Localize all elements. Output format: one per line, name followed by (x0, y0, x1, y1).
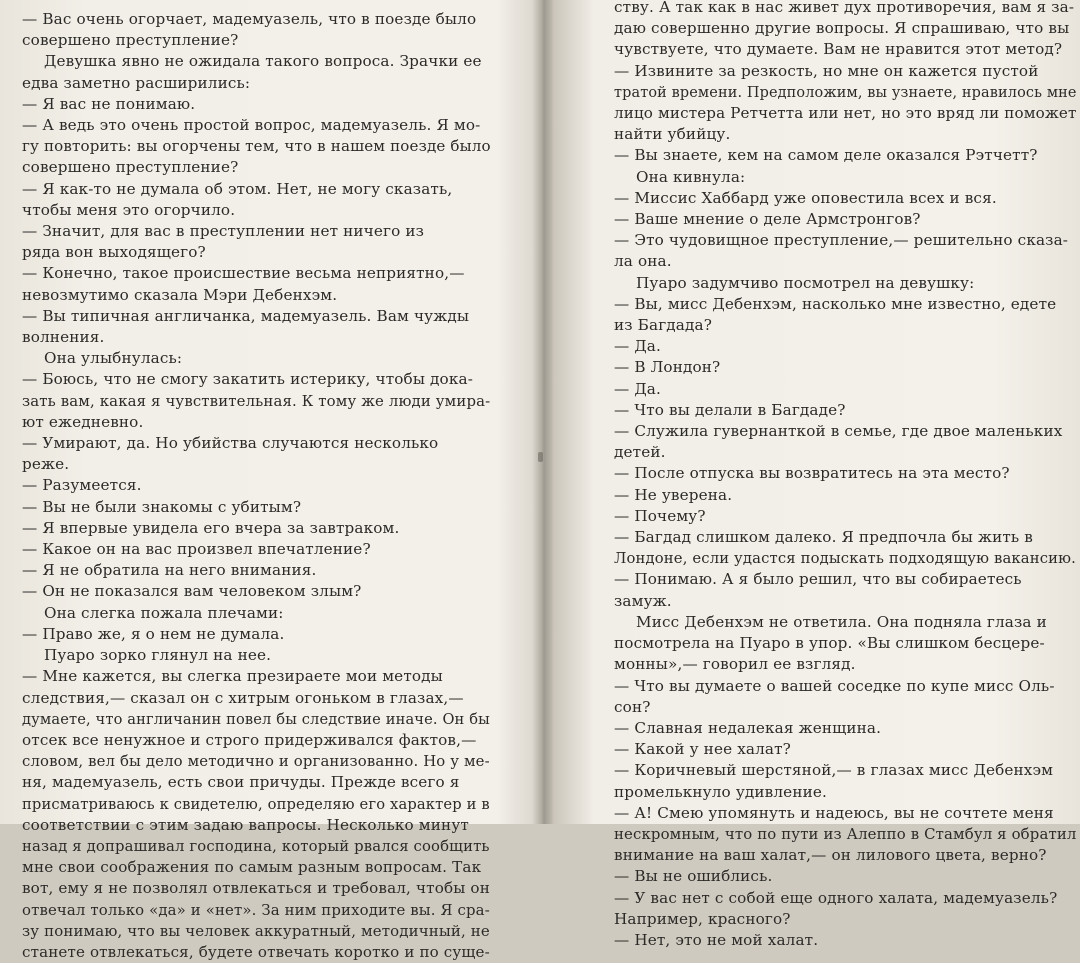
text-line: — А! Смею упомянуть и надеюсь, вы не сочтете меня (614, 803, 1054, 822)
text-line: — Это чудовищное преступление,— решительно сказа- (614, 231, 1069, 250)
text-line: присматриваюсь к свидетелю, определяю его характер и в (22, 794, 490, 813)
text-line: — Какой у нее халат? (614, 740, 791, 759)
text-line: Мисс Дебенхэм не ответила. Она подняла глаза и (636, 612, 1047, 631)
text-line: зать вам, какая я чувствительная. К тому же люди умира- (22, 391, 491, 410)
text-line: — Я впервые увидела его вчера за завтраком. (22, 518, 400, 537)
text-line: следствия,— сказал он с хитрым огоньком в глазах,— (22, 688, 464, 707)
text-line: Она улыбнулась: (44, 349, 183, 368)
text-line: — Умирают, да. Но убийства случаются несколько (22, 434, 439, 453)
text-line: Лондоне, если удастся подыскать подходящую вакансию. (614, 549, 1077, 568)
text-line: — Разумеется. (22, 476, 142, 495)
text-line: — Багдад слишком далеко. Я предпочла бы жить в (614, 528, 1033, 547)
text-line: замуж. (614, 591, 672, 610)
text-line: промелькнуло удивление. (614, 782, 827, 801)
text-line: из Багдада? (614, 316, 713, 335)
text-line: Пуаро задумчиво посмотрел на девушку: (636, 273, 975, 292)
text-line: словом, вел бы дело методично и организованно. Но у ме- (22, 752, 490, 771)
text-line: — Миссис Хаббард уже оповестила всех и вся. (614, 188, 997, 207)
text-line: реже. (22, 455, 70, 474)
text-line: невозмутимо сказала Мэри Дебенхэм. (22, 285, 338, 304)
text-line: Она слегка пожала плечами: (44, 603, 284, 622)
text-line: — Коричневый шерстяной,— в глазах мисс Дебенхэм (614, 761, 1054, 780)
text-line: — После отпуска вы возвратитесь на эта место? (614, 464, 1010, 483)
text-line: даю совершенно другие вопросы. Я спрашиваю, что вы (614, 19, 1070, 38)
text-line: нескромным, что по пути из Алеппо в Стамбул я обратил (614, 824, 1077, 843)
text-line: детей. (614, 443, 666, 462)
text-line: ют ежедневно. (22, 412, 144, 431)
text-line: — Вы типичная англичанка, мадемуазель. Вам чужды (22, 306, 470, 325)
text-line: зу понимаю, что вы человек аккуратный, методичный, не (22, 921, 490, 940)
text-line: думаете, что англичанин повел бы следствие иначе. Он бы (22, 709, 490, 728)
text-line: — Конечно, такое происшествие весьма неприятно,— (22, 264, 465, 283)
text-line: Она кивнула: (636, 167, 746, 186)
text-line: — Извините за резкость, но мне он кажется пустой (614, 61, 1039, 80)
text-line: — Вы знаете, кем на самом деле оказался Рэтчетт? (614, 146, 1038, 165)
text-line: мне свои соображения по самым разным вопросам. Так (22, 858, 482, 877)
text-line: — Служила гувернанткой в семье, где двое маленьких (614, 422, 1063, 441)
right-page (548, 0, 1080, 949)
text-line: — Не уверена. (614, 485, 733, 504)
text-line: ству. А так как в нас живет дух противоречия, вам я за- (614, 0, 1075, 16)
text-line: — Нет, это не мой халат. (614, 930, 819, 949)
text-line: — Вы, мисс Дебенхэм, насколько мне известно, едете (614, 294, 1057, 313)
text-line: станете отвлекаться, будете отвечать коротко и по суще- (22, 942, 490, 961)
text-line: — Ваше мнение о деле Армстронгов? (614, 210, 921, 229)
right-page-text (614, 0, 1076, 951)
text-line: ня, мадемуазель, есть свои причуды. Прежде всего я (22, 773, 460, 792)
paper-speck (538, 452, 543, 462)
text-line: — Я вас не понимаю. (22, 94, 196, 113)
text-line: назад я допрашивал господина, который рвался сообщить (22, 836, 490, 855)
text-line: — Мне кажется, вы слегка презираете мои методы (22, 667, 443, 686)
text-line: найти убийцу. (614, 125, 731, 144)
text-line: — Славная недалекая женщина. (614, 718, 882, 737)
text-line: — Боюсь, что не смогу закатить истерику, чтобы дока- (22, 370, 473, 389)
text-line: тратой времени. Предположим, вы узнаете, нравилось мне (614, 82, 1077, 101)
text-line: сон? (614, 697, 651, 716)
text-line: соответствии с этим задаю вапросы. Несколько минут (22, 815, 469, 834)
text-line: — Вас очень огорчает, мадемуазель, что в поезде было (22, 10, 477, 28)
text-line: Например, красного? (614, 909, 791, 928)
text-line: чувствуете, что думаете. Вам не нравится этот метод? (614, 40, 1063, 59)
text-line: лицо мистера Ретчетта или нет, но это вряд ли поможет (614, 104, 1077, 123)
text-line: — В Лондон? (614, 358, 721, 377)
text-line: внимание на ваш халат,— он лилового цвета, верно? (614, 846, 1047, 865)
text-line: чтобы меня это огорчило. (22, 200, 236, 219)
text-line: ла она. (614, 252, 672, 271)
text-line: посмотрела на Пуаро в упор. «Вы слишком бесцере- (614, 634, 1045, 653)
text-line: ряда вон выходящего? (22, 243, 206, 262)
text-line: — Я как-то не думала об этом. Нет, не могу сказать, (22, 179, 453, 198)
text-line: монны»,— говорил ее взгляд. (614, 655, 856, 674)
text-line: — Какое он на вас произвел впечатление? (22, 540, 371, 559)
text-line: совершено преступление? (22, 158, 239, 177)
text-line: едва заметно расширились: (22, 73, 251, 92)
text-line: — Значит, для вас в преступлении нет ничего из (22, 222, 425, 241)
text-line: — Вы не были знакомы с убитым? (22, 497, 302, 516)
left-page (0, 0, 540, 961)
text-line: Девушка явно не ожидала такого вопроса. Зрачки ее (44, 52, 482, 71)
text-line: — Да. (614, 379, 661, 398)
text-line: — Он не показался вам человеком злым? (22, 582, 362, 601)
text-line: вот, ему я не позволял отвлекаться и требовал, чтобы он (22, 879, 490, 898)
text-line: — Понимаю. А я было решил, что вы собираетесь (614, 570, 1022, 589)
text-line: — А ведь это очень простой вопрос, мадемуазель. Я мо- (22, 116, 481, 135)
text-line: отсек все ненужное и строго придерживался фактов,— (22, 730, 477, 749)
text-line: совершено преступление? (22, 31, 239, 50)
text-line: — Почему? (614, 506, 706, 525)
text-line: — Что вы делали в Багдаде? (614, 400, 846, 419)
text-line: волнения. (22, 328, 105, 347)
text-line: — Я не обратила на него внимания. (22, 561, 317, 580)
text-line: Пуаро зорко глянул на нее. (44, 646, 272, 665)
text-line: — Да. (614, 337, 661, 356)
text-line: — Что вы думаете о вашей соседке по купе мисс Оль- (614, 676, 1055, 695)
text-line: — У вас нет с собой еще одного халата, мадемуазель? (614, 888, 1058, 907)
text-line: — Вы не ошиблись. (614, 867, 773, 886)
text-line: гу повторить: вы огорчены тем, что в нашем поезде было (22, 137, 491, 156)
text-line: — Право же, я о нем не думала. (22, 624, 285, 643)
text-line: отвечал только «да» и «нет». За ним приходите вы. Я сра- (22, 900, 490, 919)
left-page-text (22, 9, 490, 963)
